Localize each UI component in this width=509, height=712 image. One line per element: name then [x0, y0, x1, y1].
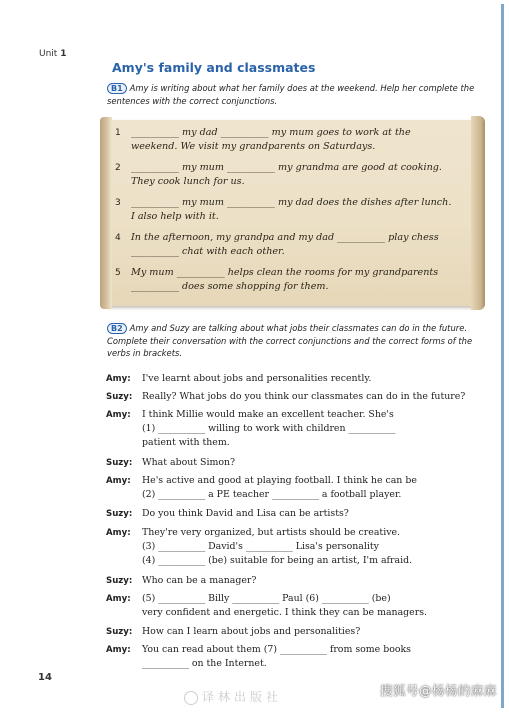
unit-label: [39, 49, 66, 59]
dialogue-line: (5) __________ Billy __________ Paul (6) __________ (be): [142, 593, 391, 604]
sentence-line: In the afternoon, my grandpa and my dad __________ play chess: [131, 232, 439, 243]
b1-sentence: [117, 231, 469, 259]
speaker-label: Suzy:: [106, 392, 133, 402]
sentence-number: 1: [115, 128, 121, 138]
dialogue-turn: [106, 390, 486, 404]
b1-sentence: [117, 196, 469, 224]
dialogue-turn: [106, 574, 486, 588]
dialogue-line: (4) __________ (be) suitable for being an artist, I'm afraid.: [142, 555, 413, 566]
speaker-label: Amy:: [106, 374, 131, 384]
sentence-line: __________ does some shopping for them.: [131, 281, 329, 292]
dialogue-turn: [106, 592, 486, 620]
dialogue-line: Who can be a manager?: [142, 575, 257, 586]
b2-instruction: [107, 322, 485, 360]
b1-badge: B1: [107, 83, 127, 94]
b1-sentence: [117, 266, 469, 294]
b1-sentence: [117, 161, 469, 189]
sentence-line: They cook lunch for us.: [131, 176, 245, 187]
dialogue-turn: [106, 408, 486, 450]
sentence-line: I also help with it.: [131, 211, 219, 222]
dialogue-line: (3) __________ David's __________ Lisa's personality: [142, 541, 379, 552]
speaker-label: Amy:: [106, 476, 131, 486]
b1-sentence: [117, 126, 469, 154]
dialogue-line: __________ on the Internet.: [142, 658, 267, 669]
publisher-mark: [184, 688, 282, 705]
publisher-logo-icon: [184, 691, 198, 705]
dialogue-line: Do you think David and Lisa can be artists?: [142, 508, 349, 519]
speaker-label: Suzy:: [106, 509, 133, 519]
dialogue-line: They're very organized, but artists should be creative.: [142, 527, 401, 538]
speaker-label: Amy:: [106, 528, 131, 538]
dialogue-line: Really? What jobs do you think our classmates can do in the future?: [142, 391, 466, 402]
sentence-number: 5: [115, 268, 121, 278]
dialogue-line: very confident and energetic. I think they can be managers.: [142, 607, 428, 618]
speaker-label: Amy:: [106, 594, 131, 604]
dialogue-turn: [106, 526, 486, 568]
sentence-number: 2: [115, 163, 121, 173]
sentence-line: __________ chat with each other.: [131, 246, 285, 257]
speaker-label: Suzy:: [106, 627, 133, 637]
sentence-line: __________ my mum __________ my grandma are good at cooking.: [131, 162, 442, 173]
b2-instruction-text: Amy and Suzy are talking about what jobs their classmates can do in the future. Complete their conversation with the correct conjunctions and the correct forms of the verbs in brackets.: [107, 323, 473, 358]
b1-instruction-text: Amy is writing about what her family does at the weekend. Help her complete the sentences with the correct conjunctions.: [107, 83, 475, 106]
dialogue-turn: [106, 625, 486, 639]
dialogue-turn: [106, 456, 486, 470]
b1-paper-scroll: [105, 120, 479, 306]
section-title: Amy's family and classmates: [112, 60, 316, 75]
dialogue-line: How can I learn about jobs and personalities?: [142, 626, 361, 637]
dialogue-turn: [106, 507, 486, 521]
b1-instruction: [107, 82, 485, 107]
speaker-label: Suzy:: [106, 458, 133, 468]
dialogue-line: patient with them.: [142, 437, 230, 448]
dialogue-line: (2) __________ a PE teacher __________ a football player.: [142, 489, 402, 500]
publisher-name: 译林出版社: [202, 690, 283, 704]
dialogue-line: I've learnt about jobs and personalities recently.: [142, 373, 372, 384]
dialogue-line: What about Simon?: [142, 457, 236, 468]
page-number: 14: [38, 672, 52, 683]
sentence-number: 4: [115, 233, 121, 243]
speaker-label: Amy:: [106, 410, 131, 420]
sentence-number: 3: [115, 198, 121, 208]
unit-number: 1: [60, 49, 67, 59]
dialogue-line: You can read about them (7) __________ from some books: [142, 644, 411, 655]
dialogue-turn: [106, 643, 486, 671]
dialogue-turn: [106, 474, 486, 502]
dialogue-line: (1) __________ willing to work with children __________: [142, 423, 396, 434]
dialogue-line: He's active and good at playing football. I think he can be: [142, 475, 417, 486]
sentence-line: __________ my dad __________ my mum goes to work at the: [131, 127, 411, 138]
dialogue-line: I think Millie would make an excellent teacher. She's: [142, 409, 394, 420]
watermark: 搜狐号@杨杨的麻麻: [379, 683, 497, 698]
b2-badge: B2: [107, 323, 127, 334]
speaker-label: Suzy:: [106, 576, 133, 586]
dialogue-turn: [106, 372, 486, 386]
textbook-page: [6, 4, 504, 708]
speaker-label: Amy:: [106, 645, 131, 655]
sentence-line: weekend. We visit my grandparents on Saturdays.: [131, 141, 376, 152]
sentence-line: __________ my mum __________ my dad does the dishes after lunch.: [131, 197, 452, 208]
sentence-line: My mum __________ helps clean the rooms for my grandparents: [131, 267, 439, 278]
unit-word: Unit: [39, 49, 58, 59]
